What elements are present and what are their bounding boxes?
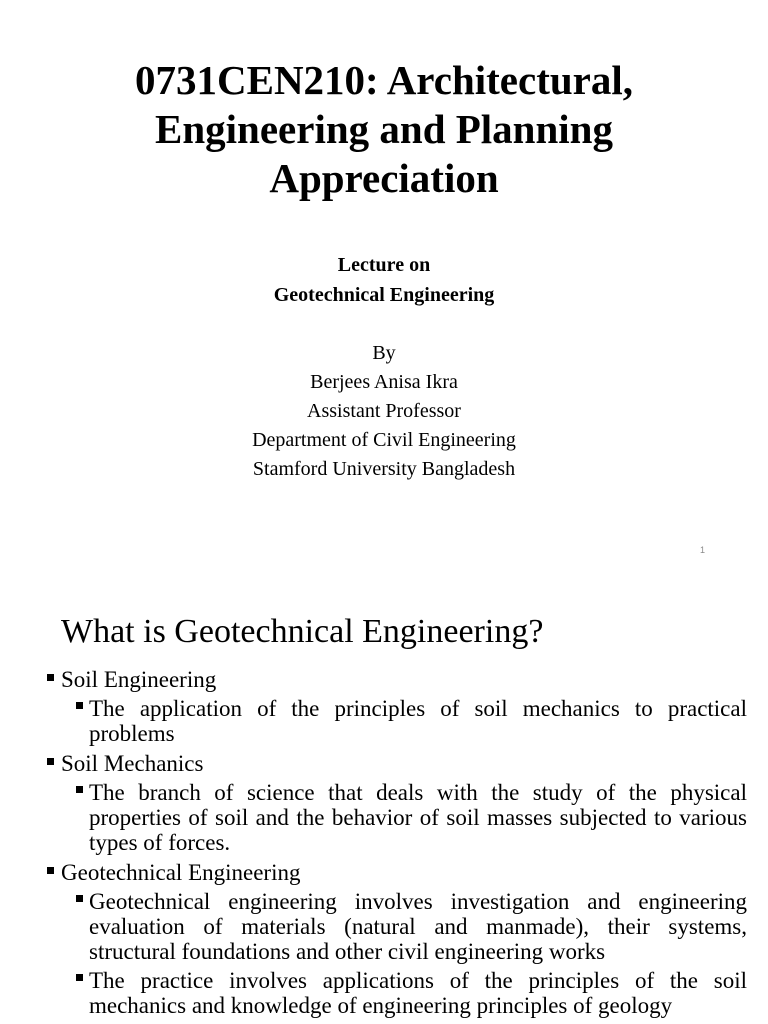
content-slide — [0, 575, 768, 1024]
square-bullet-icon — [47, 674, 54, 681]
author-name: Berjees Anisa Ikra — [310, 371, 458, 393]
square-bullet-icon — [47, 867, 54, 874]
bullet-text: Soil Mechanics — [61, 751, 204, 776]
sub-bullet-item — [45, 780, 747, 855]
square-bullet-icon — [76, 702, 83, 709]
bullet-item — [45, 860, 747, 885]
by-label: By — [372, 342, 396, 364]
sub-bullet-text: Geotechnical engineering involves investigation and engineering evaluation of materials (natural and manmade), their systems, structural foundations and other civil engineering works — [89, 889, 747, 964]
page-number: 1 — [700, 545, 706, 555]
lecture-topic: Geotechnical Engineering — [273, 284, 495, 306]
author-position: Assistant Professor — [307, 400, 461, 422]
author-university: Stamford University Bangladesh — [252, 458, 516, 480]
course-title: 0731CEN210: Architectural, Engineering and Planning Appreciation — [134, 57, 633, 201]
square-bullet-icon — [47, 758, 54, 765]
lecture-line: Lecture on — [337, 254, 431, 276]
square-bullet-icon — [76, 895, 83, 902]
bullet-item — [45, 751, 747, 776]
author-department: Department of Civil Engineering — [252, 429, 516, 451]
bullet-list — [45, 667, 747, 1018]
bullet-item — [45, 667, 747, 692]
sub-bullet-text: The application of the principles of soil mechanics to practical problems — [89, 696, 747, 746]
bullet-text: Soil Engineering — [61, 667, 217, 692]
square-bullet-icon — [76, 974, 83, 981]
sub-bullet-item — [45, 889, 747, 964]
bullet-text: Geotechnical Engineering — [61, 860, 301, 885]
lecture-heading — [0, 250, 768, 310]
author-block — [0, 339, 768, 484]
sub-bullet-text: The practice involves applications of the principles of the soil mechanics and knowledge of engineering principles of geology — [89, 968, 747, 1018]
sub-bullet-item — [45, 696, 747, 746]
sub-bullet-text: The branch of science that deals with the study of the physical properties of soil and the behavior of soil masses subjected to various types of forces. — [89, 780, 747, 855]
square-bullet-icon — [76, 786, 83, 793]
slide-title: What is Geotechnical Engineering? — [61, 613, 544, 650]
sub-bullet-item — [45, 968, 747, 1018]
